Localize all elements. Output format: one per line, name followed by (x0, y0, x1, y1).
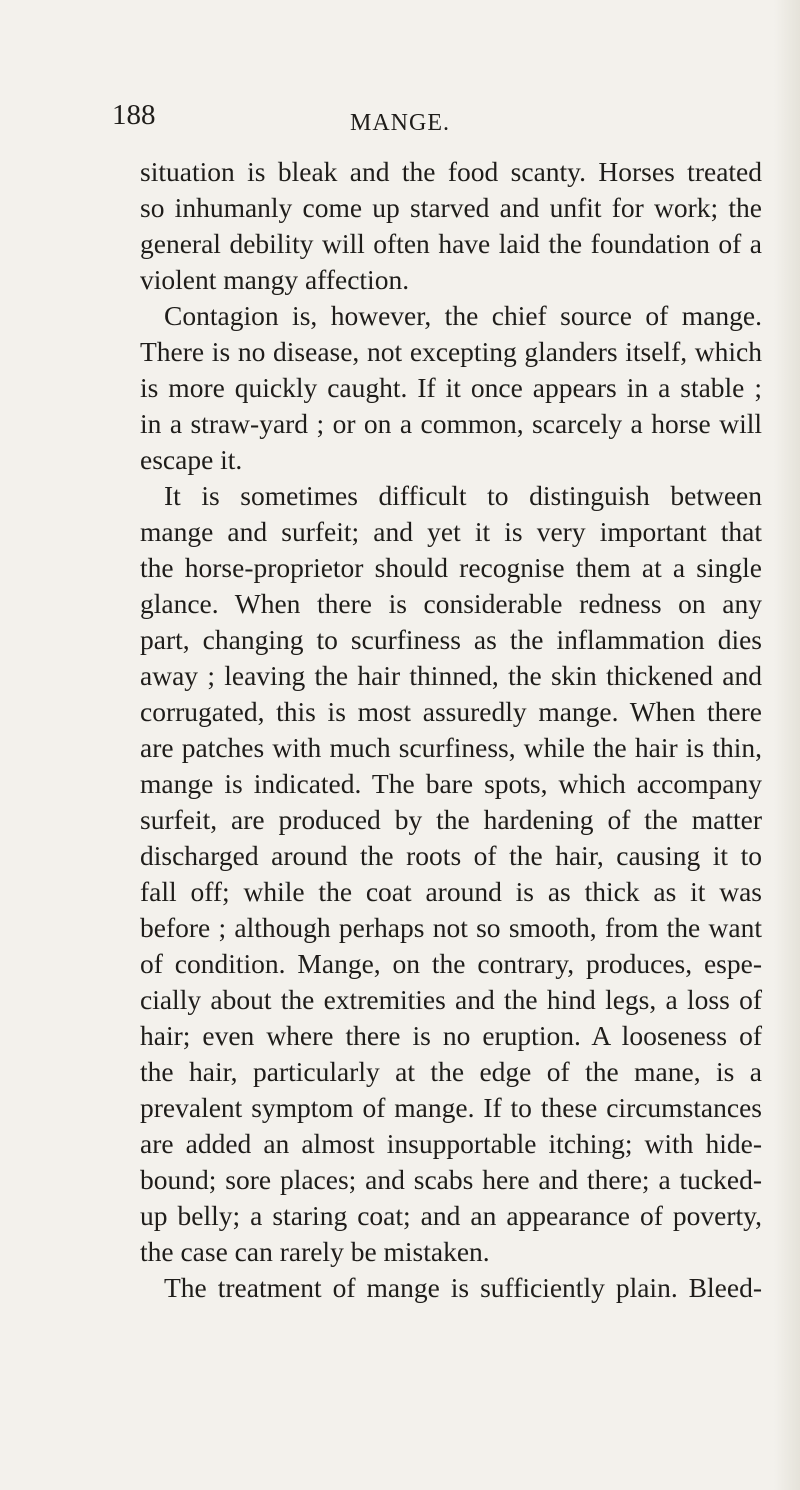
text-line: surfeit, are produced by the hardening of the matter (140, 804, 762, 835)
text-line: away ; leaving the hair thinned, the skin thickened and (140, 660, 762, 691)
text-line: The treatment of mange is sufficiently plain. Bleed- (164, 1272, 762, 1303)
text-line: up belly; a staring coat; and an appearance of poverty, (140, 1200, 762, 1231)
text-line: bound; sore places; and scabs here and there; a tucked- (140, 1164, 762, 1195)
text-line: is more quickly caught. If it once appears in a stable ; (140, 372, 762, 403)
text-line: are added an almost insupportable itching; with hide- (140, 1128, 762, 1159)
text-line: in a straw-yard ; or on a common, scarcely a horse will (140, 408, 762, 439)
text-line: escape it. (140, 444, 243, 475)
text-line: mange and surfeit; and yet it is very important that (140, 516, 762, 547)
text-line: general debility will often have laid the foundation of a (140, 228, 762, 259)
text-line: There is no disease, not excepting glanders itself, which (140, 336, 762, 367)
text-line: It is sometimes difficult to distinguish between (164, 480, 762, 511)
text-line: of condition. Mange, on the contrary, produces, espe- (140, 948, 762, 979)
text-line: glance. When there is considerable redness on any (140, 588, 762, 619)
text-line: corrugated, this is most assuredly mange. When there (140, 696, 762, 727)
text-line: the hair, particularly at the edge of the mane, is a (140, 1056, 762, 1087)
text-line: situation is bleak and the food scanty. Horses treated (140, 156, 762, 187)
text-line: the horse-proprietor should recognise them at a single (140, 552, 762, 583)
text-line: are patches with much scurfiness, while the hair is thin, (140, 732, 762, 763)
page-edge-shadow (774, 0, 800, 1490)
text-line: so inhumanly come up starved and unfit for work; the (140, 192, 762, 223)
text-line: fall off; while the coat around is as thick as it was (140, 876, 762, 907)
text-line: prevalent symptom of mange. If to these circumstances (140, 1092, 762, 1123)
text-line: violent mangy affection. (140, 264, 410, 295)
text-line: before ; although perhaps not so smooth, from the want (140, 912, 762, 943)
text-line: mange is indicated. The bare spots, which accompany (140, 768, 762, 799)
text-line: part, changing to scurfiness as the inflammation dies (140, 624, 762, 655)
page-number: 188 (112, 99, 156, 131)
text-line: discharged around the roots of the hair, causing it to (140, 840, 762, 871)
body-text (140, 154, 762, 1306)
running-head: MANGE. (350, 110, 450, 136)
text-line: the case can rarely be mistaken. (140, 1236, 490, 1267)
text-line: cially about the extremities and the hind legs, a loss of (140, 984, 762, 1015)
text-line: Contagion is, however, the chief source of mange. (164, 300, 762, 331)
text-line: hair; even where there is no eruption. A looseness of (140, 1020, 762, 1051)
